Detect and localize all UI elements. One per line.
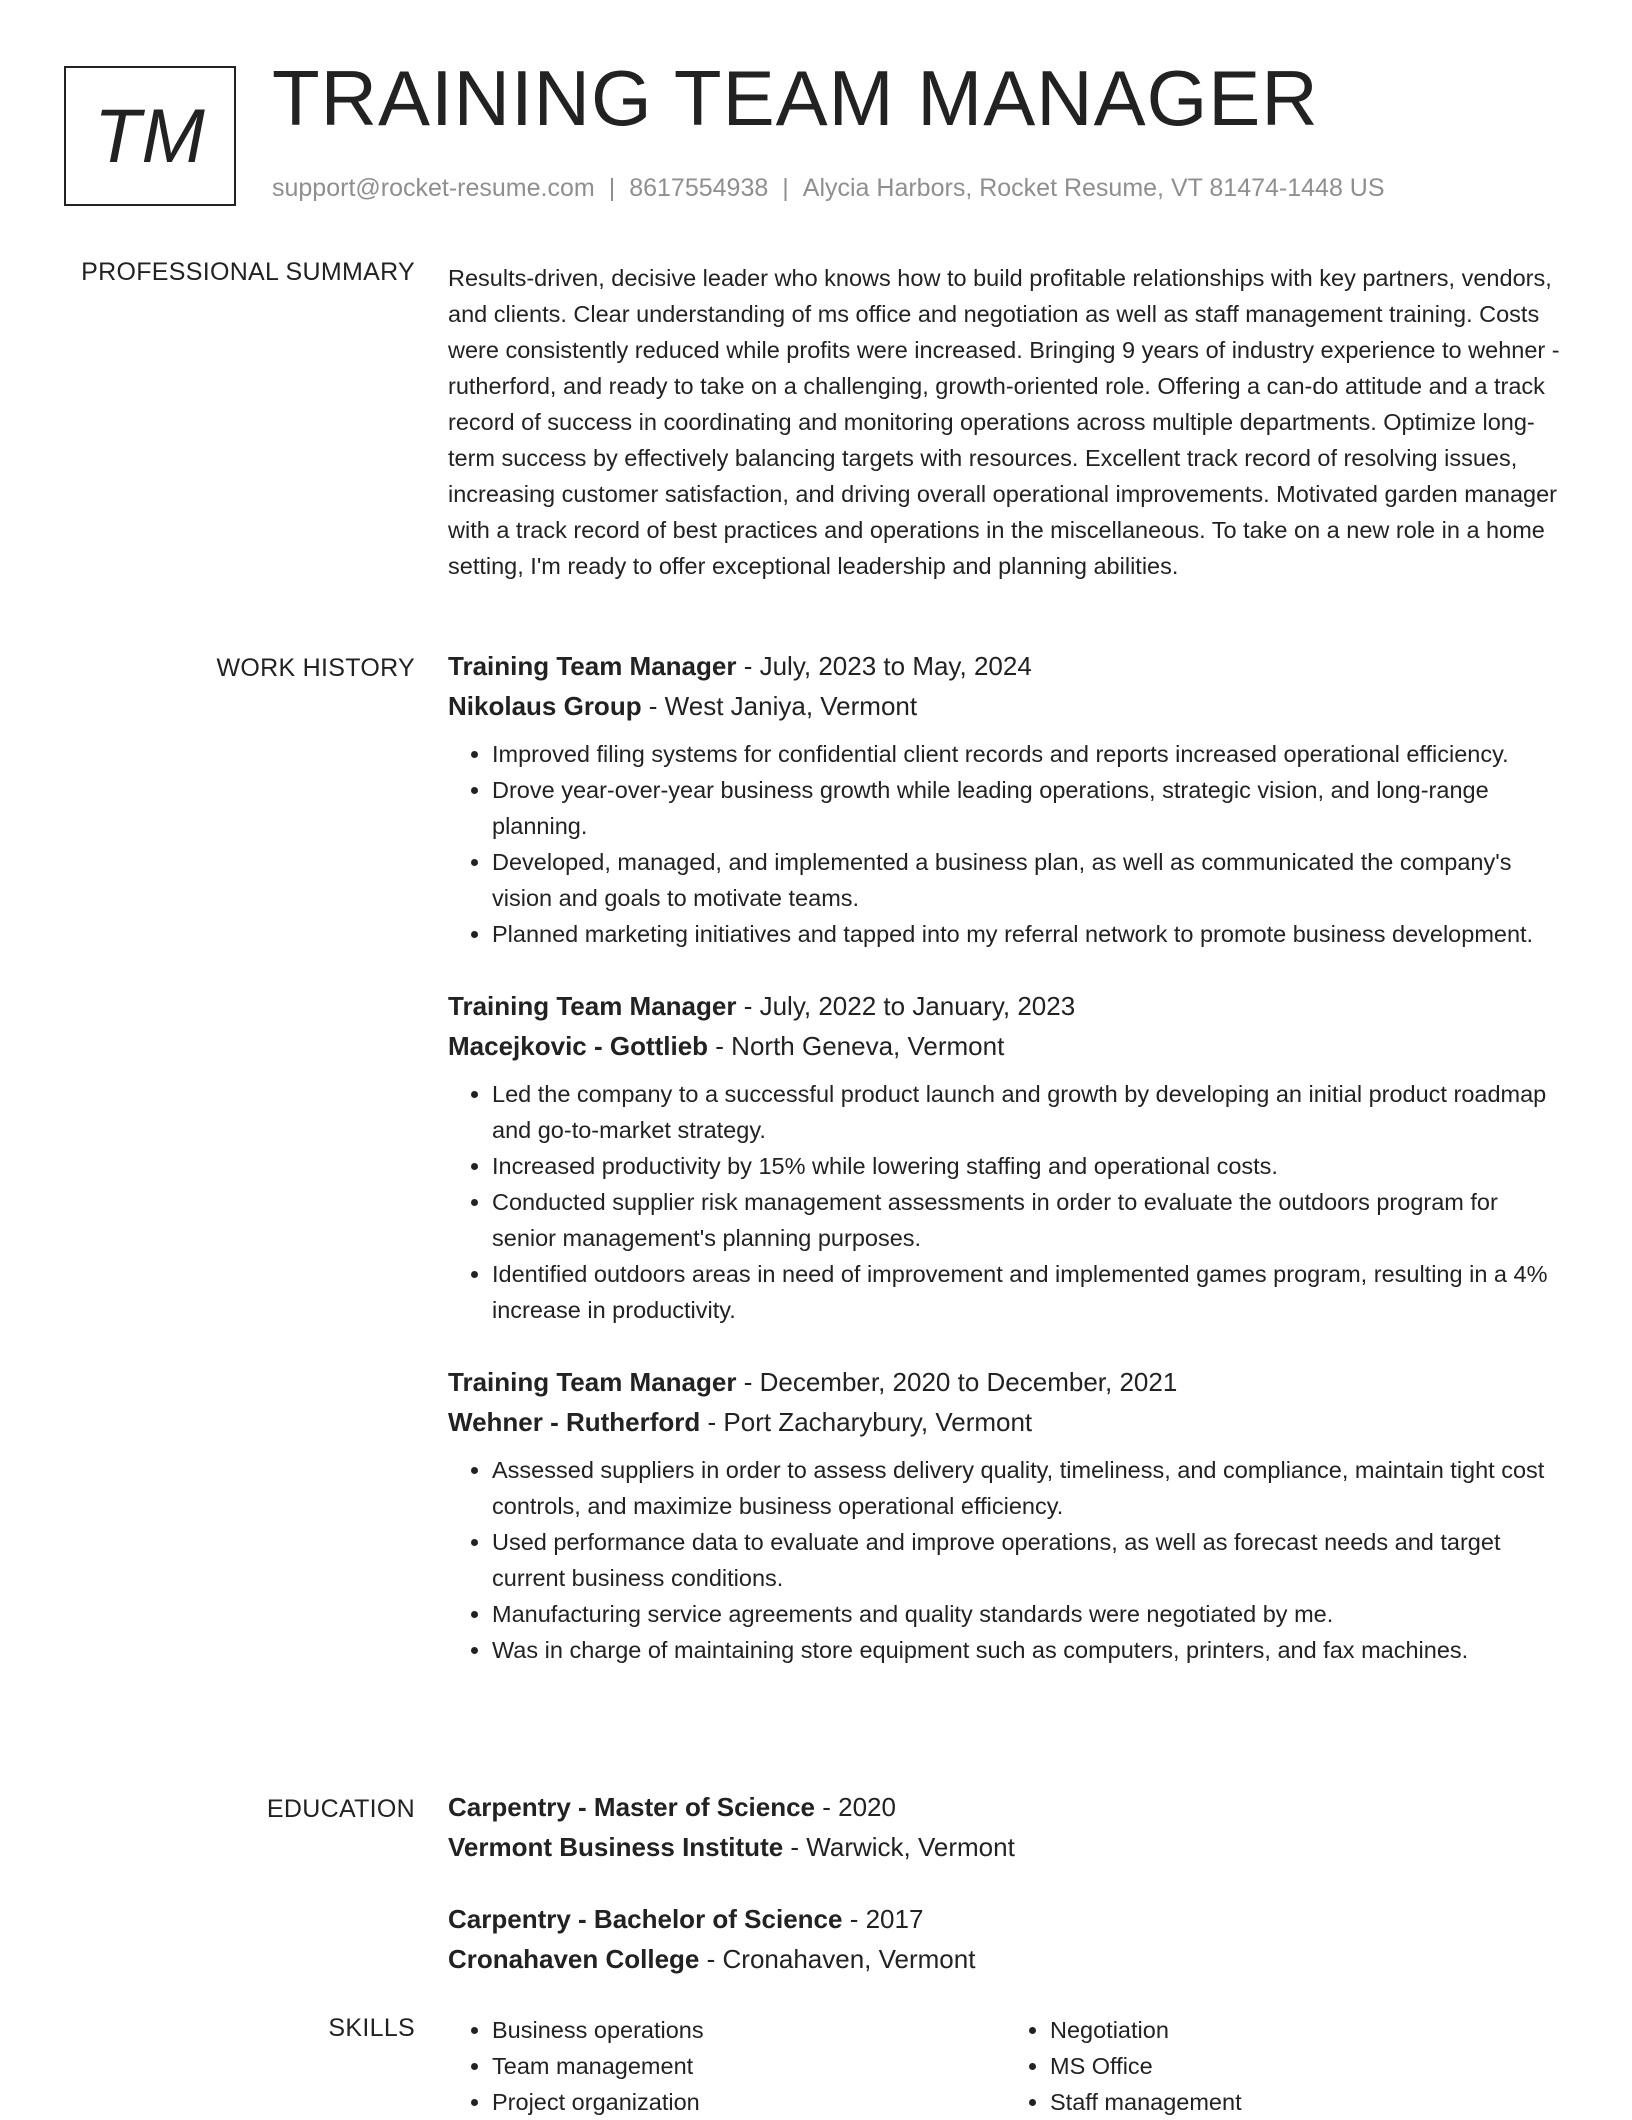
skill-item: • MS Office [1050,2048,1564,2084]
skills-body [448,2012,1564,2120]
job-bullet: • Manufacturing service agreements and quality standards were negotiated by me. [492,1596,1564,1632]
summary-text: Results-driven, decisive leader who knows how to build profitable relationships with key partners, vendors, and clients. Clear understanding of ms office and negotiation as well as staff management training. Costs were consistently reduced while profits were increased. Bringing 9 years of industry experience to wehner - rutherford, and ready to take on a challenging, growth-oriented role. Offering a can-do attitude and a track record of success in coordinating and monitoring operations across multiple departments. Optimize long-term success by effectively balancing targets with resources. Excellent track record of resolving issues, increasing customer satisfaction, and driving overall operational improvements. Motivated garden manager with a track record of best practices and operations in the miscellaneous. To take on a new role in a home setting, I'm ready to offer exceptional leadership and planning abilities. [448,265,1560,579]
job-entry [448,1362,1564,1668]
skill-item: • Business operations [492,2012,1006,2048]
job-entry [448,986,1564,1328]
work-history-body [448,646,1564,1702]
education-degree-line [448,1899,1564,1939]
contact-separator: | [782,174,789,202]
job-bullet: • Increased productivity by 15% while lowering staffing and operational costs. [492,1148,1564,1184]
skill-item: • Negotiation [1050,2012,1564,2048]
skill-item: • Staff management [1050,2084,1564,2120]
job-bullet: • Planned marketing initiatives and tapped into my referral network to promote business development. [492,916,1564,952]
job-bullets [448,1452,1564,1668]
education-school-line [448,1939,1564,1979]
job-company-line [448,1026,1564,1066]
contact-separator: | [608,174,616,202]
job-bullet: • Identified outdoors areas in need of improvement and implemented games program, resulting in a 4% increase in productivity. [492,1256,1564,1328]
education-degree: Carpentry - Master of Science [448,1792,816,1822]
job-bullet: • Assessed suppliers in order to assess delivery quality, timeliness, and compliance, maintain tight cost controls, and maximize business operational efficiency. [492,1452,1564,1524]
job-bullet: • Used performance data to evaluate and improve operations, as well as forecast needs and target current business conditions. [492,1524,1564,1596]
job-company: Macejkovic - Gottlieb [448,1031,709,1061]
job-title-line [448,646,1564,686]
job-location: - Port Zacharybury, Vermont [700,1407,1033,1437]
education-school-line [448,1827,1564,1867]
job-dates: - July, 2023 to May, 2024 [736,651,1032,681]
education-degree: Carpentry - Bachelor of Science [448,1904,843,1934]
education-school: Vermont Business Institute [448,1832,784,1862]
job-company-line [448,686,1564,726]
education-location: - Cronahaven, Vermont [699,1944,976,1974]
job-location: - West Janiya, Vermont [641,691,918,721]
section-label-work: WORK HISTORY [216,654,415,682]
contact-email: support@rocket-resume.com [272,174,595,202]
section-label-summary: PROFESSIONAL SUMMARY [81,258,415,286]
education-entry [448,1787,1564,1867]
job-dates: - July, 2022 to January, 2023 [736,991,1076,1021]
education-year: - 2017 [842,1904,924,1934]
job-dates: - December, 2020 to December, 2021 [736,1367,1178,1397]
job-title-line [448,1362,1564,1402]
education-body [448,1787,1564,2011]
contact-phone: 8617554938 [629,174,769,202]
job-title-line [448,986,1564,1026]
section-label-education: EDUCATION [266,1795,415,1823]
job-location: - North Geneva, Vermont [708,1031,1005,1061]
resume-title: TRAINING TEAM MANAGER [272,54,1319,142]
job-bullet: • Was in charge of maintaining store equipment such as computers, printers, and fax machines. [492,1632,1564,1668]
skills-list-left [448,2012,1006,2120]
education-school: Cronahaven College [448,1944,700,1974]
job-title: Training Team Manager [448,991,737,1021]
monogram-text: TM [94,93,206,179]
job-bullet: • Conducted supplier risk management assessments in order to evaluate the outdoors program for senior management's planning purposes. [492,1184,1564,1256]
contact-line [272,174,1385,203]
skills-list-right [1006,2012,1564,2120]
monogram-badge [64,66,236,206]
job-bullet: • Improved filing systems for confidential client records and reports increased operational efficiency. [492,736,1564,772]
job-title: Training Team Manager [448,651,737,681]
job-company: Nikolaus Group [448,691,642,721]
job-company: Wehner - Rutherford [448,1407,701,1437]
section-label-skills: SKILLS [328,2014,415,2042]
contact-address: Alycia Harbors, Rocket Resume, VT 81474-1448 US [802,174,1385,202]
job-bullets [448,1076,1564,1328]
skill-item: • Project organization [492,2084,1006,2120]
job-entry [448,646,1564,952]
job-bullets [448,736,1564,952]
job-company-line [448,1402,1564,1442]
summary-body [448,260,1564,584]
job-title: Training Team Manager [448,1367,737,1397]
education-degree-line [448,1787,1564,1827]
job-bullet: • Led the company to a successful product launch and growth by developing an initial product roadmap and go-to-market strategy. [492,1076,1564,1148]
skills-columns [448,2012,1564,2120]
job-bullet: • Drove year-over-year business growth while leading operations, strategic vision, and long-range planning. [492,772,1564,844]
skill-item: • Team management [492,2048,1006,2084]
education-entry [448,1899,1564,1979]
education-location: - Warwick, Vermont [783,1832,1015,1862]
education-year: - 2020 [815,1792,896,1822]
job-bullet: • Developed, managed, and implemented a business plan, as well as communicated the company's vision and goals to motivate teams. [492,844,1564,916]
